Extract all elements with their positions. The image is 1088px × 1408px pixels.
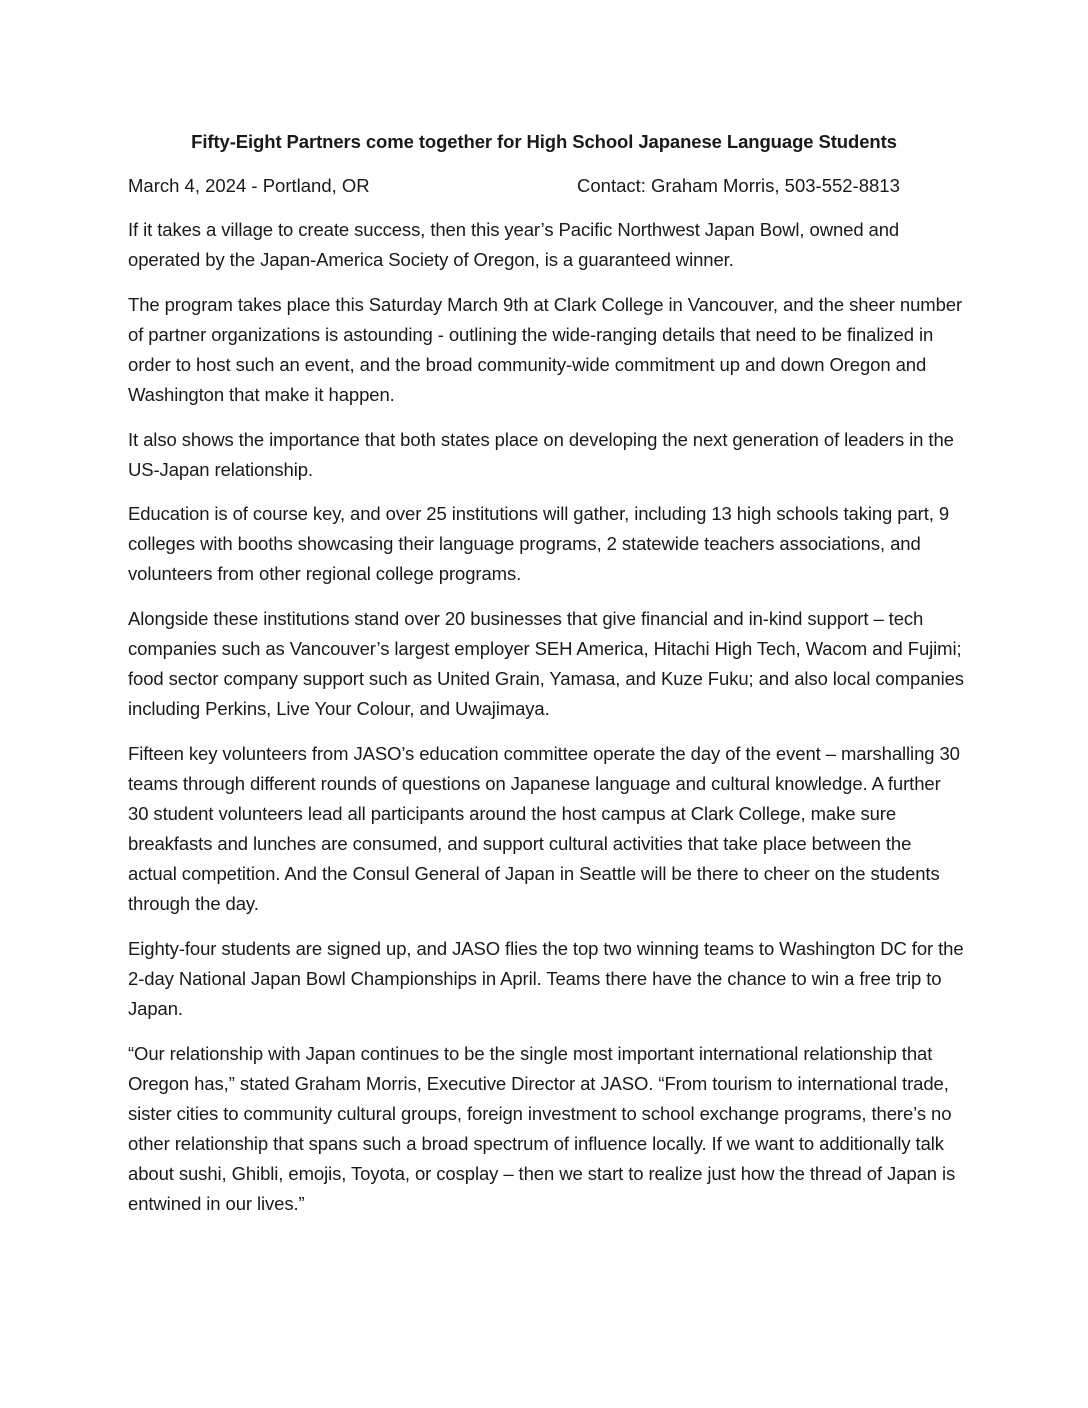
paragraph: If it takes a village to create success, then this year’s Pacific Northwest Japan Bowl, owned and operated by the Japan-America Society of Oregon, is a guaranteed winner. (128, 219, 900, 271)
paragraph: “Our relationship with Japan continues to be the single most important international relationship that Oregon has,” stated Graham Morris, Executive Director at JASO. “From tourism to international trade, sister cities to community cultural groups, foreign investment to school exchange programs, there’s no other relationship that spans such a broad spectrum of influence locally. If we want to additionally talk about sushi, Ghibli, emojis, Toyota, or cosplay – then we start to realize just how the thread of Japan is entwined in our lives.” (128, 1042, 956, 1215)
paragraph: Alongside these institutions stand over 20 businesses that give financial and in-kind support – tech companies such as Vancouver’s largest employer SEH America, Hitachi High Tech, Wacom and Fujimi; food sector company support such as United Grain, Yamasa, and Kuze Fuku; and also local companies including Perkins, Live Your Colour, and Uwajimaya. (128, 608, 964, 720)
dateline: March 4, 2024 - Portland, OR (128, 175, 370, 196)
paragraph: Education is of course key, and over 25 institutions will gather, including 13 high schools taking part, 9 colleges with booths showcasing their language programs, 2 statewide teachers associations, and volunteers from other regional college programs. (128, 503, 950, 585)
paragraph: The program takes place this Saturday March 9th at Clark College in Vancouver, and the sheer number of partner organizations is astounding - outlining the wide-ranging details that need to be finalized in order to host such an event, and the broad community-wide commitment up and down Oregon and Washington that make it happen. (128, 293, 963, 405)
article-body (128, 215, 964, 1234)
paragraph: It also shows the importance that both states place on developing the next generation of leaders in the US-Japan relationship. (128, 428, 954, 480)
paragraph: Eighty-four students are signed up, and JASO flies the top two winning teams to Washington DC for the 2-day National Japan Bowl Championships in April. Teams there have the chance to win a free trip to Japan. (128, 937, 964, 1020)
page-title: Fifty-Eight Partners come together for High School Japanese Language Students (191, 131, 897, 152)
paragraph: Fifteen key volunteers from JASO’s education committee operate the day of the event – marshalling 30 teams through different rounds of questions on Japanese language and cultural knowledge. A further 30 student volunteers lead all participants around the host campus at Clark College, make sure breakfasts and lunches are consumed, and support cultural activities that take place between the actual competition. And the Consul General of Japan in Seattle will be there to cheer on the students through the day. (128, 742, 960, 915)
contact-info: Contact: Graham Morris, 503-552-8813 (577, 175, 900, 196)
